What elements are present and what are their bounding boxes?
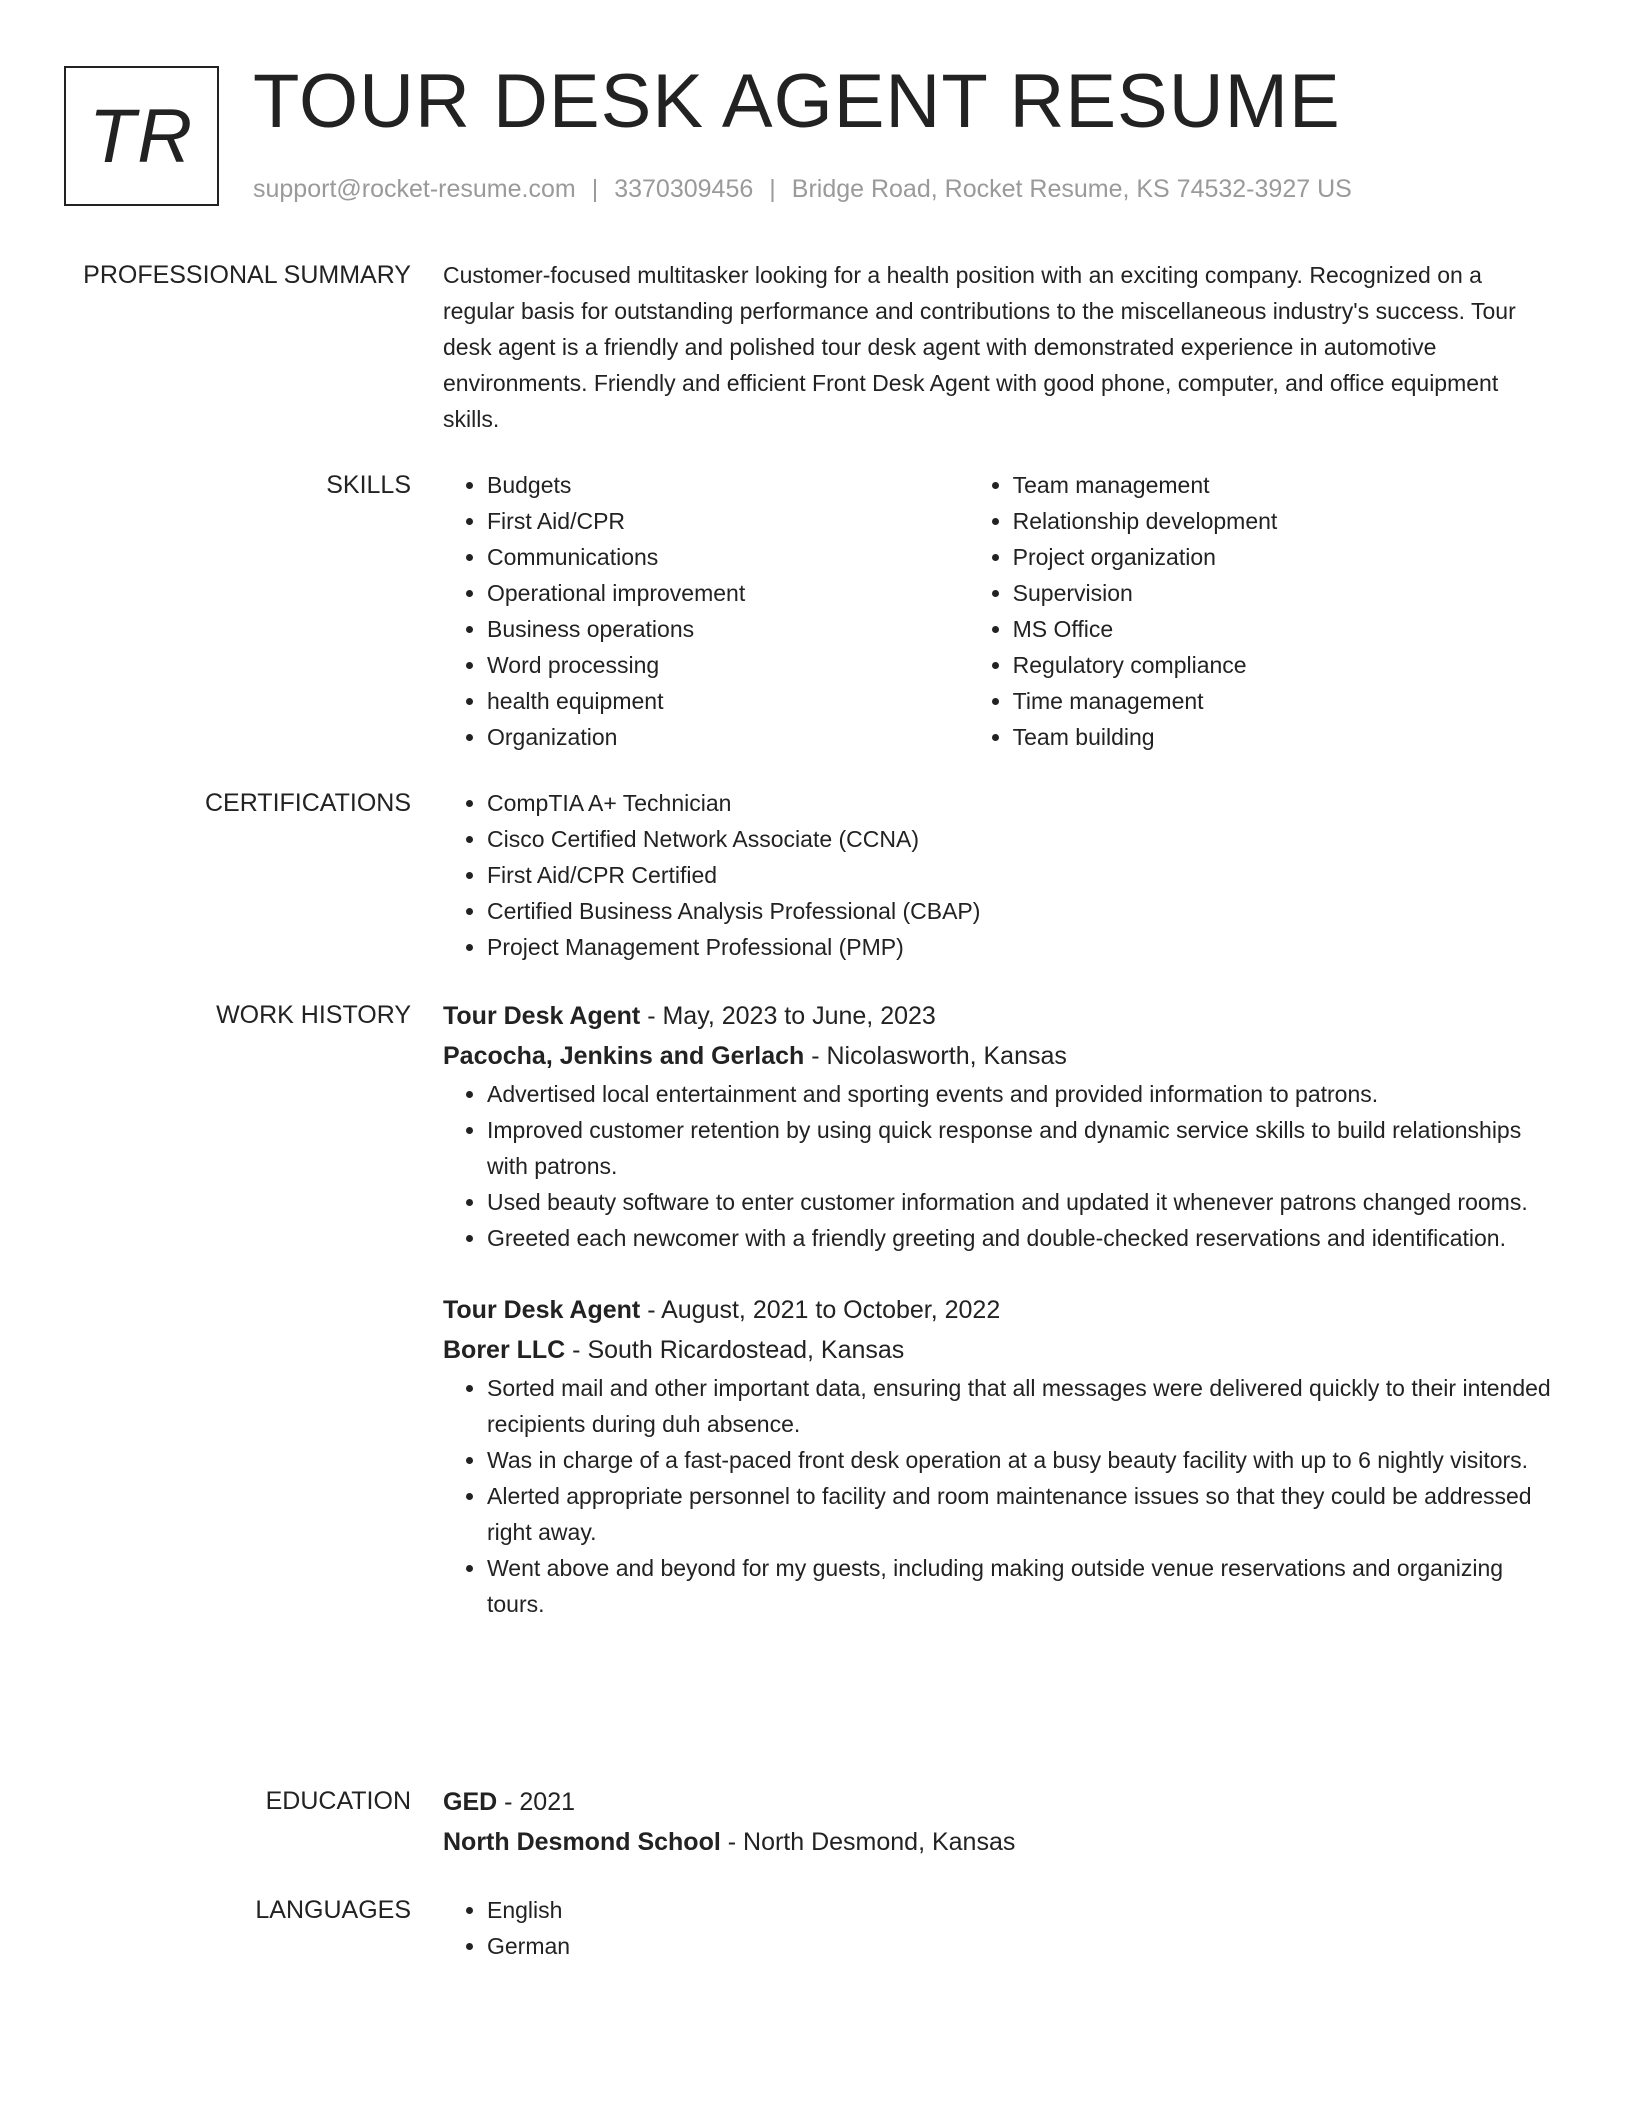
skill-item: • Communications xyxy=(487,539,969,575)
languages-body xyxy=(443,1892,1551,1964)
contact-separator: | xyxy=(769,175,776,203)
skill-item: • Business operations xyxy=(487,611,969,647)
skill-item: • Operational improvement xyxy=(487,575,969,611)
job-entry xyxy=(443,1290,1551,1622)
summary-body xyxy=(443,257,1551,437)
job-bullet: • Sorted mail and other important data, ensuring that all messages were delivered quickly to their intended recipients during duh absence. xyxy=(487,1370,1551,1442)
job-bullet: • Improved customer retention by using quick response and dynamic service skills to build relationships with patrons. xyxy=(487,1112,1551,1184)
skill-item: • Budgets xyxy=(487,467,969,503)
section-heading: SKILLS xyxy=(326,471,411,499)
section-heading: WORK HISTORY xyxy=(216,1001,411,1029)
section-heading: LANGUAGES xyxy=(255,1896,411,1924)
school-name: North Desmond School xyxy=(443,1828,721,1856)
job-dates: August, 2021 to October, 2022 xyxy=(661,1296,1001,1324)
job-bullets xyxy=(443,1076,1551,1256)
certification-item: • CompTIA A+ Technician xyxy=(487,785,1551,821)
contact-phone[interactable]: 3370309456 xyxy=(614,175,754,203)
section-heading: CERTIFICATIONS xyxy=(204,789,411,817)
skills-body xyxy=(443,467,1551,755)
certification-item: • Project Management Professional (PMP) xyxy=(487,929,1551,965)
skills-list-left xyxy=(443,467,969,755)
contact-email[interactable]: support@rocket-resume.com xyxy=(253,175,576,203)
certifications-body xyxy=(443,785,1551,965)
certification-item: • Cisco Certified Network Associate (CCNA) xyxy=(487,821,1551,857)
skill-item: • Supervision xyxy=(1013,575,1551,611)
contact-line xyxy=(253,172,1352,206)
certifications-list xyxy=(443,785,1551,965)
graduation-year: 2021 xyxy=(519,1788,576,1816)
degree-line: GED - 2021 xyxy=(443,1788,576,1816)
job-dates: May, 2023 to June, 2023 xyxy=(662,1002,936,1030)
job-title-line: Tour Desk Agent - August, 2021 to October, 2022 xyxy=(443,1296,1001,1324)
languages-list xyxy=(443,1892,1551,1964)
job-title-line: Tour Desk Agent - May, 2023 to June, 2023 xyxy=(443,1002,936,1030)
job-bullet: • Advertised local entertainment and sporting events and provided information to patrons. xyxy=(487,1076,1551,1112)
degree: GED xyxy=(443,1788,498,1816)
skill-item: • Regulatory compliance xyxy=(1013,647,1551,683)
job-bullet: • Used beauty software to enter customer information and updated it whenever patrons changed rooms. xyxy=(487,1184,1551,1220)
contact-separator: | xyxy=(591,175,599,203)
contact-address: Bridge Road, Rocket Resume, KS 74532-3927 US xyxy=(791,175,1352,203)
job-title: Tour Desk Agent xyxy=(443,1002,641,1030)
monogram-box xyxy=(64,66,219,206)
section-heading: EDUCATION xyxy=(265,1787,411,1815)
skill-item: • Team building xyxy=(1013,719,1551,755)
summary-text: Customer-focused multitasker looking for a health position with an exciting company. Recognized on a regular basis for outstanding performance and contributions to the miscellaneous industry's success. Tour desk agent is a friendly and polished tour desk agent with demonstrated experience in automotive environments. Friendly and efficient Front Desk Agent with good phone, computer, and office equipment skills. xyxy=(443,262,1516,432)
job-bullet: • Greeted each newcomer with a friendly greeting and double-checked reservations and identification. xyxy=(487,1220,1551,1256)
school-location: North Desmond, Kansas xyxy=(743,1828,1016,1856)
resume-title: TOUR DESK AGENT RESUME xyxy=(253,59,1341,144)
language-item: • German xyxy=(487,1928,1551,1964)
skill-item: • Organization xyxy=(487,719,969,755)
job-company-line: Pacocha, Jenkins and Gerlach - Nicolasworth, Kansas xyxy=(443,1042,1067,1070)
job-spacer xyxy=(443,1256,1551,1290)
job-location: Nicolasworth, Kansas xyxy=(826,1042,1067,1070)
skill-item: • Project organization xyxy=(1013,539,1551,575)
job-bullet: • Went above and beyond for my guests, including making outside venue reservations and organizing tours. xyxy=(487,1550,1551,1622)
job-title: Tour Desk Agent xyxy=(443,1296,641,1324)
skill-item: • Time management xyxy=(1013,683,1551,719)
monogram-initials: TR xyxy=(88,93,195,179)
skills-list-right xyxy=(969,467,1551,755)
job-entry xyxy=(443,996,1551,1256)
job-company: Borer LLC xyxy=(443,1336,566,1364)
job-bullet: • Was in charge of a fast-paced front desk operation at a busy beauty facility with up to 6 nightly visitors. xyxy=(487,1442,1551,1478)
language-item: • English xyxy=(487,1892,1551,1928)
school-line: North Desmond School - North Desmond, Kansas xyxy=(443,1828,1016,1856)
job-bullet: • Alerted appropriate personnel to facility and room maintenance issues so that they could be addressed right away. xyxy=(487,1478,1551,1550)
certification-item: • Certified Business Analysis Professional (CBAP) xyxy=(487,893,1551,929)
skill-item: • Relationship development xyxy=(1013,503,1551,539)
skill-item: • MS Office xyxy=(1013,611,1551,647)
skill-item: • health equipment xyxy=(487,683,969,719)
job-location: South Ricardostead, Kansas xyxy=(587,1336,905,1364)
skills-grid xyxy=(443,467,1551,755)
certification-item: • First Aid/CPR Certified xyxy=(487,857,1551,893)
skill-item: • Word processing xyxy=(487,647,969,683)
skill-item: • Team management xyxy=(1013,467,1551,503)
work-history-body xyxy=(443,996,1551,1622)
job-company-line: Borer LLC - South Ricardostead, Kansas xyxy=(443,1336,905,1364)
education-body xyxy=(443,1782,1551,1862)
section-heading: PROFESSIONAL SUMMARY xyxy=(83,261,411,289)
job-bullets xyxy=(443,1370,1551,1622)
job-company: Pacocha, Jenkins and Gerlach xyxy=(443,1042,805,1070)
skill-item: • First Aid/CPR xyxy=(487,503,969,539)
